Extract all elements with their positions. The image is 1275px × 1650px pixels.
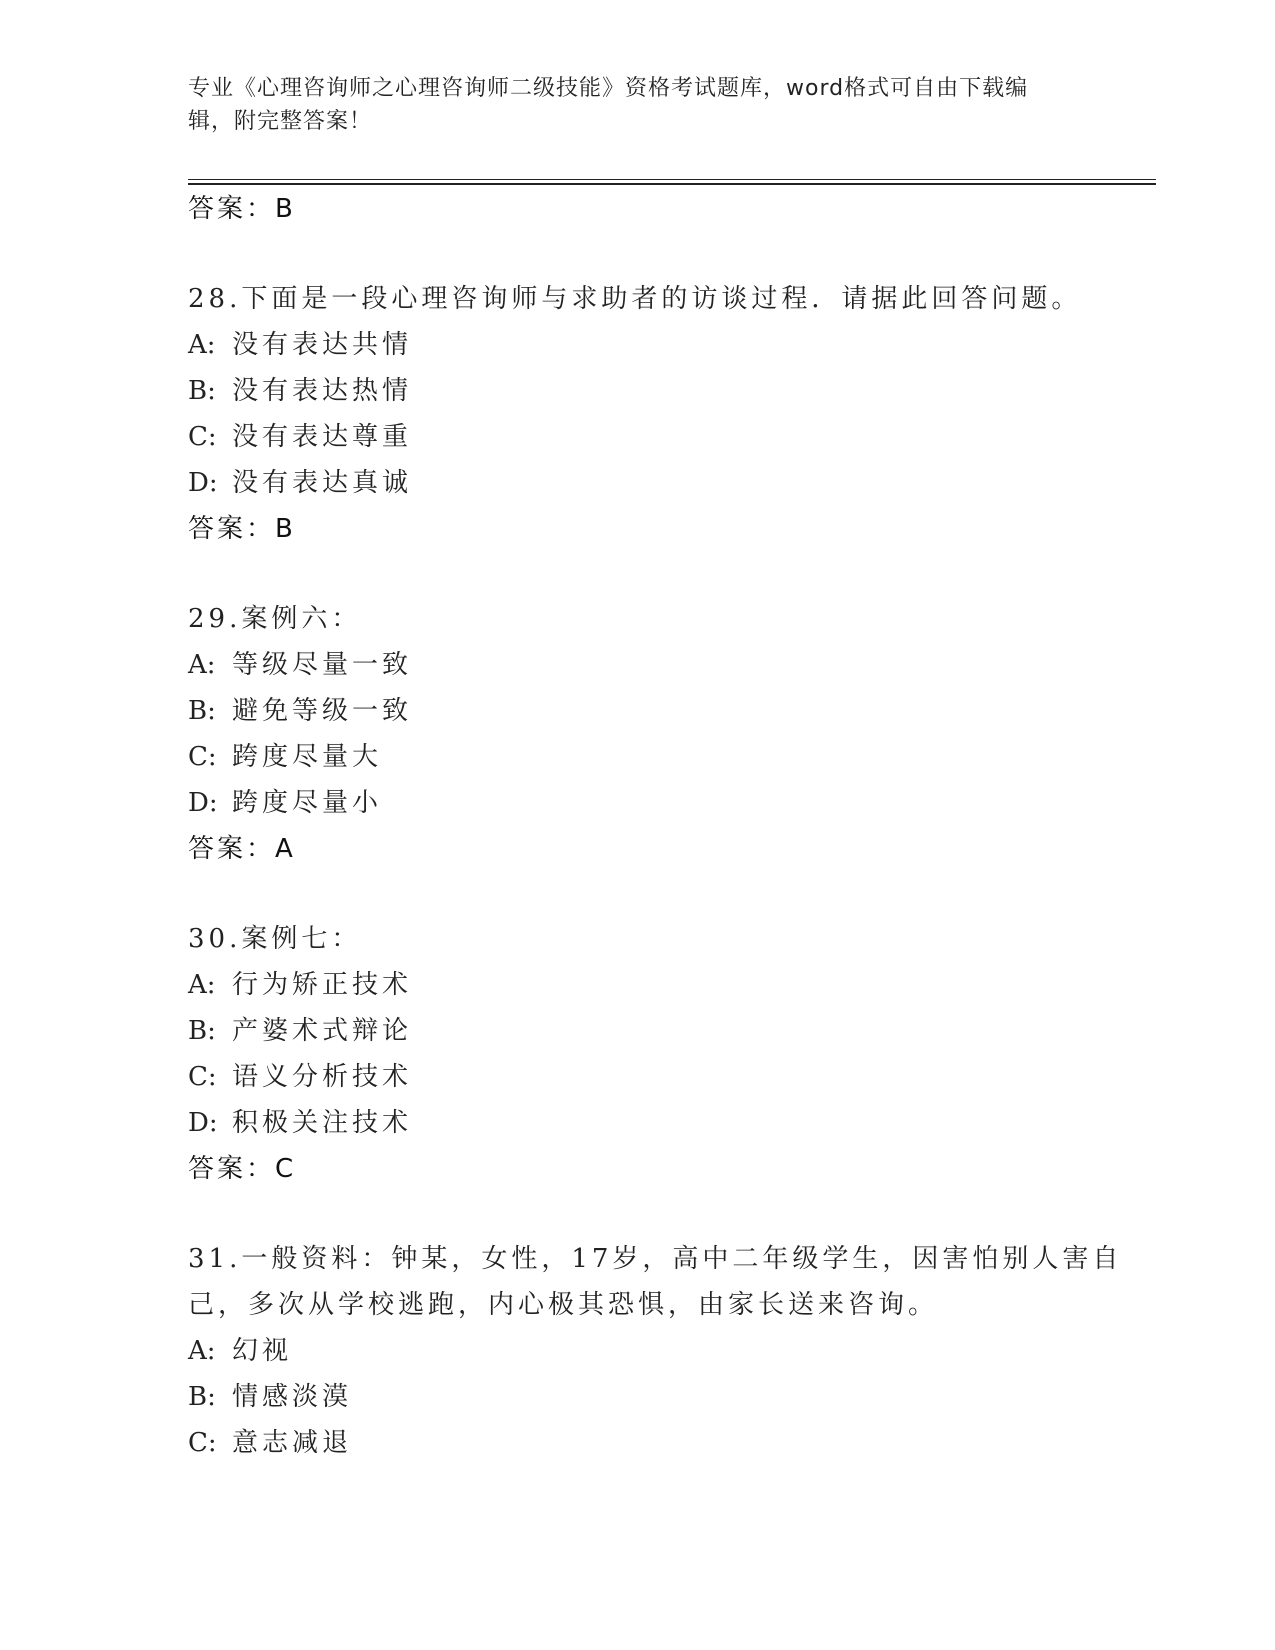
option-c bbox=[188, 414, 1128, 460]
document-header: 专业《心理咨询师之心理咨询师二级技能》资格考试题库，word格式可自由下载编辑，附完整答案！ bbox=[188, 76, 1029, 134]
option-text: 产婆术式辩论 bbox=[232, 1016, 413, 1046]
option-letter: B: bbox=[188, 1382, 216, 1412]
option-text: 没有表达共情 bbox=[232, 330, 413, 360]
option-d bbox=[188, 780, 1128, 826]
answer-line: 答案：B bbox=[188, 194, 296, 224]
option-a bbox=[188, 322, 1128, 368]
answer-line: 答案：A bbox=[188, 834, 296, 864]
option-text: 意志减退 bbox=[232, 1428, 353, 1458]
option-text: 避免等级一致 bbox=[232, 696, 413, 726]
option-letter: B: bbox=[188, 376, 216, 406]
option-text: 情感淡漠 bbox=[232, 1382, 353, 1412]
option-letter: D: bbox=[188, 1108, 218, 1138]
option-text: 跨度尽量大 bbox=[232, 742, 383, 772]
option-letter: C: bbox=[188, 1062, 217, 1092]
option-b bbox=[188, 1374, 1128, 1420]
option-d bbox=[188, 460, 1128, 506]
option-letter: A: bbox=[188, 970, 216, 1000]
question-list bbox=[188, 186, 1128, 1466]
answer-line: 答案：B bbox=[188, 514, 296, 544]
question-30 bbox=[188, 916, 1128, 1192]
option-letter: A: bbox=[188, 1336, 216, 1366]
question-stem: 28.下面是一段心理咨询师与求助者的访谈过程．请据此回答问题。 bbox=[188, 284, 1082, 314]
header-divider bbox=[188, 179, 1156, 180]
option-text: 没有表达尊重 bbox=[232, 422, 413, 452]
option-b bbox=[188, 688, 1128, 734]
option-text: 幻视 bbox=[232, 1336, 293, 1366]
option-text: 没有表达热情 bbox=[232, 376, 413, 406]
option-text: 行为矫正技术 bbox=[232, 970, 413, 1000]
option-b bbox=[188, 368, 1128, 414]
option-letter: C: bbox=[188, 1428, 217, 1458]
option-letter: B: bbox=[188, 696, 216, 726]
option-letter: A: bbox=[188, 330, 216, 360]
option-a bbox=[188, 1328, 1128, 1374]
option-b bbox=[188, 1008, 1128, 1054]
option-text: 没有表达真诚 bbox=[232, 468, 413, 498]
header-divider-thick bbox=[188, 183, 1156, 185]
question-31 bbox=[188, 1236, 1128, 1466]
option-c bbox=[188, 734, 1128, 780]
question-stem: 29.案例六： bbox=[188, 604, 362, 634]
option-letter: D: bbox=[188, 788, 218, 818]
question-28 bbox=[188, 276, 1128, 552]
answer-line: 答案：C bbox=[188, 1154, 297, 1184]
option-text: 积极关注技术 bbox=[232, 1108, 413, 1138]
option-a bbox=[188, 962, 1128, 1008]
option-letter: C: bbox=[188, 742, 217, 772]
option-c bbox=[188, 1420, 1128, 1466]
option-letter: D: bbox=[188, 468, 218, 498]
option-letter: A: bbox=[188, 650, 216, 680]
option-d bbox=[188, 1100, 1128, 1146]
question-29 bbox=[188, 596, 1128, 872]
option-a bbox=[188, 642, 1128, 688]
option-text: 等级尽量一致 bbox=[232, 650, 413, 680]
question-stem: 30.案例七： bbox=[188, 924, 362, 954]
option-text: 跨度尽量小 bbox=[232, 788, 383, 818]
question-stem: 31.一般资料：钟某，女性，17岁，高中二年级学生，因害怕别人害自己，多次从学校逃跑，内心极其恐惧，由家长送来咨询。 bbox=[188, 1244, 1123, 1320]
option-letter: C: bbox=[188, 422, 217, 452]
option-letter: B: bbox=[188, 1016, 216, 1046]
option-c bbox=[188, 1054, 1128, 1100]
option-text: 语义分析技术 bbox=[232, 1062, 413, 1092]
